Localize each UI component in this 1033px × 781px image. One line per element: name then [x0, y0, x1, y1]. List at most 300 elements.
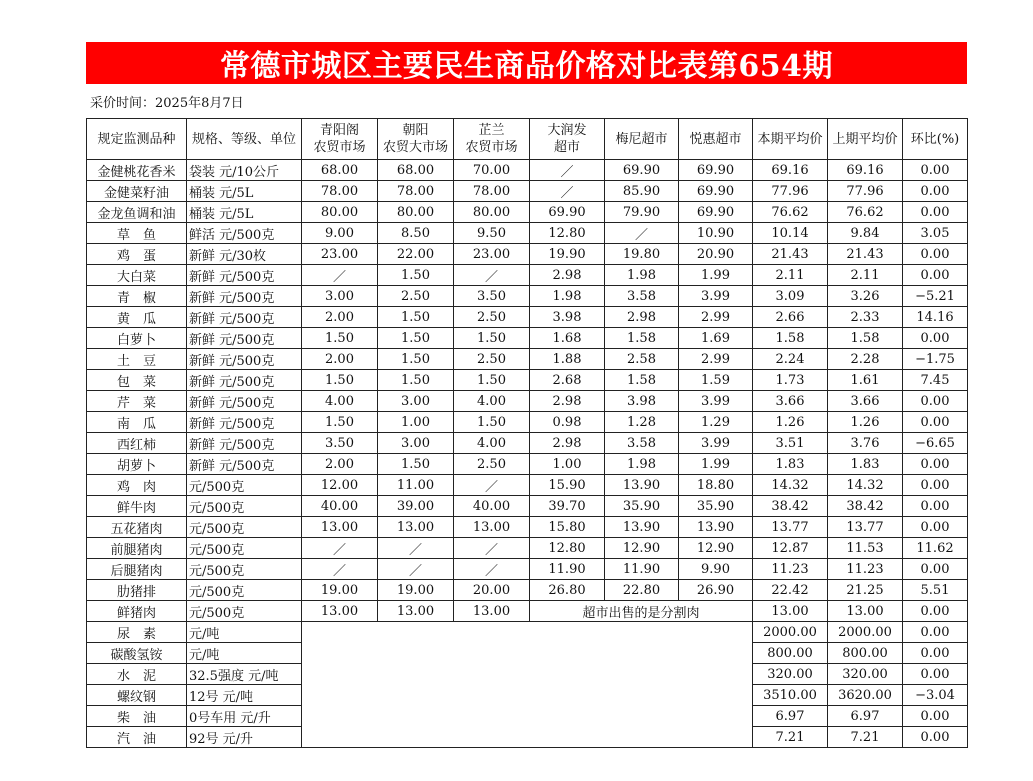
price-cell: 1.59 [679, 370, 753, 391]
price-cell: 80.00 [454, 202, 530, 223]
price-cell: 69.90 [605, 160, 679, 181]
header-qingyangge-l1: 青阳阁 [319, 123, 359, 138]
price-cell: 3.99 [679, 391, 753, 412]
price-cell: 23.00 [302, 244, 378, 265]
item-spec: 元/500克 [187, 475, 302, 496]
price-cell: 19.00 [302, 580, 378, 601]
price-cell: 2.50 [454, 307, 530, 328]
item-name: 鸡 蛋 [87, 244, 187, 265]
change-percent: 0.00 [903, 622, 968, 643]
item-spec: 新鲜 元/500克 [187, 307, 302, 328]
change-percent: 0.00 [903, 454, 968, 475]
item-name: 肋猪排 [87, 580, 187, 601]
price-cell: 1.28 [605, 412, 679, 433]
item-name: 芹 菜 [87, 391, 187, 412]
current-average: 1.26 [753, 412, 828, 433]
price-cell: 2.99 [679, 349, 753, 370]
change-percent: 0.00 [903, 601, 968, 622]
price-cell: 8.50 [378, 223, 454, 244]
price-cell: 85.90 [605, 181, 679, 202]
item-name: 五花猪肉 [87, 517, 187, 538]
previous-average: 3620.00 [828, 685, 903, 706]
change-percent: 0.00 [903, 412, 968, 433]
supermarket-note: 超市出售的是分割肉 [530, 601, 753, 622]
item-name: 汽 油 [87, 727, 187, 748]
price-cell: 2.68 [530, 370, 605, 391]
previous-average: 21.43 [828, 244, 903, 265]
table-row [87, 496, 968, 517]
change-percent: 3.05 [903, 223, 968, 244]
table-row [87, 391, 968, 412]
header-qingyangge-l2: 农贸市场 [313, 140, 366, 155]
price-cell: 1.98 [605, 265, 679, 286]
price-cell: 13.00 [454, 517, 530, 538]
previous-average: 7.21 [828, 727, 903, 748]
current-average: 69.16 [753, 160, 828, 181]
price-cell: 15.80 [530, 517, 605, 538]
change-percent: 0.00 [903, 475, 968, 496]
item-spec: 袋装 元/10公斤 [187, 160, 302, 181]
price-cell: 1.58 [605, 328, 679, 349]
price-cell: 3.50 [454, 286, 530, 307]
header-chaoyang [378, 119, 454, 160]
header-qingyangge [302, 119, 378, 160]
change-percent: 0.00 [903, 244, 968, 265]
price-cell: 3.00 [378, 391, 454, 412]
price-cell: 2.99 [679, 307, 753, 328]
price-cell: 80.00 [302, 202, 378, 223]
price-cell: ／ [530, 181, 605, 202]
change-percent: 0.00 [903, 706, 968, 727]
current-average: 2.11 [753, 265, 828, 286]
empty-block [302, 622, 753, 748]
header-chaoyang-l2: 农贸大市场 [382, 140, 448, 155]
price-table-body [87, 160, 968, 748]
price-table [86, 118, 968, 748]
item-name: 白萝卜 [87, 328, 187, 349]
item-spec: 元/500克 [187, 517, 302, 538]
header-darunfa-l2: 超市 [553, 140, 580, 155]
current-average: 800.00 [753, 643, 828, 664]
item-name: 大白菜 [87, 265, 187, 286]
current-average: 13.77 [753, 517, 828, 538]
price-cell: ／ [378, 538, 454, 559]
price-cell: 19.80 [605, 244, 679, 265]
price-cell: 26.90 [679, 580, 753, 601]
previous-average: 1.26 [828, 412, 903, 433]
table-row [87, 601, 968, 622]
previous-average: 76.62 [828, 202, 903, 223]
item-spec: 新鲜 元/500克 [187, 349, 302, 370]
price-cell: 2.50 [378, 286, 454, 307]
change-percent: 0.00 [903, 517, 968, 538]
change-percent: 0.00 [903, 181, 968, 202]
item-name: 西红柿 [87, 433, 187, 454]
price-cell: 1.99 [679, 454, 753, 475]
price-cell: ／ [302, 538, 378, 559]
item-spec: 元/500克 [187, 538, 302, 559]
price-cell: 13.00 [454, 601, 530, 622]
item-spec: 新鲜 元/500克 [187, 391, 302, 412]
table-row [87, 202, 968, 223]
price-cell: 68.00 [302, 160, 378, 181]
item-spec: 新鲜 元/500克 [187, 265, 302, 286]
price-cell: 0.98 [530, 412, 605, 433]
change-percent: −6.65 [903, 433, 968, 454]
previous-average: 77.96 [828, 181, 903, 202]
price-cell: ／ [454, 475, 530, 496]
item-name: 水 泥 [87, 664, 187, 685]
change-percent: −1.75 [903, 349, 968, 370]
item-name: 青 椒 [87, 286, 187, 307]
current-average: 3510.00 [753, 685, 828, 706]
price-cell: 19.00 [378, 580, 454, 601]
price-cell: 9.90 [679, 559, 753, 580]
price-cell: 1.29 [679, 412, 753, 433]
previous-average: 1.83 [828, 454, 903, 475]
item-name: 金健桃花香米 [87, 160, 187, 181]
price-cell: 78.00 [302, 181, 378, 202]
price-cell: 4.00 [302, 391, 378, 412]
table-row [87, 517, 968, 538]
page-title: 常德市城区主要民生商品价格对比表第654期 [86, 42, 967, 84]
current-average: 77.96 [753, 181, 828, 202]
current-average: 2.66 [753, 307, 828, 328]
item-spec: 新鲜 元/30枚 [187, 244, 302, 265]
price-cell: 1.50 [378, 265, 454, 286]
item-spec: 桶装 元/5L [187, 202, 302, 223]
current-average: 2000.00 [753, 622, 828, 643]
item-name: 草 鱼 [87, 223, 187, 244]
price-cell: 3.00 [302, 286, 378, 307]
price-cell: 12.80 [530, 538, 605, 559]
current-average: 1.58 [753, 328, 828, 349]
price-cell: 1.50 [302, 328, 378, 349]
change-percent: 14.16 [903, 307, 968, 328]
price-cell: 13.00 [378, 517, 454, 538]
price-cell: 1.58 [605, 370, 679, 391]
price-cell: 9.00 [302, 223, 378, 244]
current-average: 320.00 [753, 664, 828, 685]
table-row [87, 475, 968, 496]
price-cell: ／ [378, 559, 454, 580]
change-percent: −5.21 [903, 286, 968, 307]
price-cell: 18.80 [679, 475, 753, 496]
previous-average: 11.53 [828, 538, 903, 559]
price-cell: 69.90 [679, 181, 753, 202]
price-cell: 69.90 [530, 202, 605, 223]
price-cell: 1.88 [530, 349, 605, 370]
change-percent: −3.04 [903, 685, 968, 706]
previous-average: 2.33 [828, 307, 903, 328]
price-cell: 2.50 [454, 454, 530, 475]
price-cell: 3.99 [679, 286, 753, 307]
current-average: 3.09 [753, 286, 828, 307]
item-name: 鸡 肉 [87, 475, 187, 496]
price-cell: ／ [302, 265, 378, 286]
collect-date: 采价时间：2025年8月7日 [90, 96, 244, 111]
price-cell: 4.00 [454, 433, 530, 454]
current-average: 3.66 [753, 391, 828, 412]
item-name: 包 菜 [87, 370, 187, 391]
price-cell: 1.50 [302, 370, 378, 391]
price-cell: 13.00 [378, 601, 454, 622]
item-spec: 0号车用 元/升 [187, 706, 302, 727]
header-spec: 规格、等级、单位 [187, 119, 302, 160]
table-row [87, 433, 968, 454]
price-cell: 1.98 [530, 286, 605, 307]
price-cell: 68.00 [378, 160, 454, 181]
price-cell: 11.90 [605, 559, 679, 580]
header-darunfa [530, 119, 605, 160]
current-average: 11.23 [753, 559, 828, 580]
price-cell: 1.50 [302, 412, 378, 433]
previous-average: 13.77 [828, 517, 903, 538]
price-cell: 12.00 [302, 475, 378, 496]
current-average: 10.14 [753, 223, 828, 244]
price-cell: 13.00 [302, 517, 378, 538]
price-cell: 3.98 [530, 307, 605, 328]
current-average: 7.21 [753, 727, 828, 748]
price-cell: 20.90 [679, 244, 753, 265]
previous-average: 2.11 [828, 265, 903, 286]
price-cell: 1.69 [679, 328, 753, 349]
price-cell: 3.58 [605, 286, 679, 307]
header-zhilan [454, 119, 530, 160]
header-chaoyang-l1: 朝阳 [402, 123, 429, 138]
price-cell: ／ [530, 160, 605, 181]
price-cell: 40.00 [454, 496, 530, 517]
price-cell: 20.00 [454, 580, 530, 601]
price-cell: 1.99 [679, 265, 753, 286]
price-cell: 22.80 [605, 580, 679, 601]
price-cell: 2.58 [605, 349, 679, 370]
header-name: 规定监测品种 [87, 119, 187, 160]
item-spec: 新鲜 元/500克 [187, 433, 302, 454]
table-row [87, 580, 968, 601]
item-name: 后腿猪肉 [87, 559, 187, 580]
current-average: 2.24 [753, 349, 828, 370]
price-cell: 35.90 [679, 496, 753, 517]
header-yuehui: 悦惠超市 [679, 119, 753, 160]
price-cell: ／ [605, 223, 679, 244]
price-cell: 1.00 [378, 412, 454, 433]
change-percent: 5.51 [903, 580, 968, 601]
price-cell: 1.00 [530, 454, 605, 475]
current-average: 21.43 [753, 244, 828, 265]
current-average: 3.51 [753, 433, 828, 454]
price-cell: 15.90 [530, 475, 605, 496]
table-row [87, 244, 968, 265]
change-percent: 0.00 [903, 391, 968, 412]
change-percent: 11.62 [903, 538, 968, 559]
header-row [87, 119, 968, 160]
previous-average: 69.16 [828, 160, 903, 181]
previous-average: 1.58 [828, 328, 903, 349]
price-cell: 1.50 [454, 412, 530, 433]
item-spec: 桶装 元/5L [187, 181, 302, 202]
price-cell: 13.90 [679, 517, 753, 538]
change-percent: 0.00 [903, 328, 968, 349]
price-cell: 19.90 [530, 244, 605, 265]
item-name: 南 瓜 [87, 412, 187, 433]
price-cell: 3.00 [378, 433, 454, 454]
price-cell: 1.50 [454, 370, 530, 391]
table-row [87, 223, 968, 244]
price-cell: 2.50 [454, 349, 530, 370]
price-cell: 4.00 [454, 391, 530, 412]
price-cell: ／ [454, 538, 530, 559]
price-cell: ／ [454, 265, 530, 286]
price-cell: 1.68 [530, 328, 605, 349]
item-spec: 新鲜 元/500克 [187, 412, 302, 433]
header-darunfa-l1: 大润发 [547, 123, 587, 138]
previous-average: 11.23 [828, 559, 903, 580]
previous-average: 38.42 [828, 496, 903, 517]
item-name: 鲜猪肉 [87, 601, 187, 622]
item-spec: 元/500克 [187, 580, 302, 601]
price-cell: 1.50 [378, 307, 454, 328]
price-cell: 1.50 [378, 370, 454, 391]
item-name: 柴 油 [87, 706, 187, 727]
change-percent: 0.00 [903, 559, 968, 580]
table-row [87, 286, 968, 307]
item-name: 前腿猪肉 [87, 538, 187, 559]
price-cell: 78.00 [378, 181, 454, 202]
item-name: 金健菜籽油 [87, 181, 187, 202]
price-cell: ／ [454, 559, 530, 580]
price-cell: 13.90 [605, 475, 679, 496]
change-percent: 0.00 [903, 727, 968, 748]
previous-average: 2000.00 [828, 622, 903, 643]
current-average: 22.42 [753, 580, 828, 601]
item-spec: 元/500克 [187, 559, 302, 580]
price-cell: ／ [302, 559, 378, 580]
table-row [87, 265, 968, 286]
price-cell: 2.00 [302, 349, 378, 370]
change-percent: 7.45 [903, 370, 968, 391]
price-cell: 79.90 [605, 202, 679, 223]
header-meini: 梅尼超市 [605, 119, 679, 160]
current-average: 14.32 [753, 475, 828, 496]
table-row [87, 328, 968, 349]
item-name: 尿 素 [87, 622, 187, 643]
price-cell: 69.90 [679, 202, 753, 223]
price-cell: 13.00 [302, 601, 378, 622]
current-average: 6.97 [753, 706, 828, 727]
table-row [87, 559, 968, 580]
item-spec: 元/吨 [187, 622, 302, 643]
item-name: 鲜牛肉 [87, 496, 187, 517]
price-cell: 78.00 [454, 181, 530, 202]
item-name: 金龙鱼调和油 [87, 202, 187, 223]
price-cell: 1.50 [378, 349, 454, 370]
header-prev-avg: 上期平均价 [828, 119, 903, 160]
price-cell: 12.90 [605, 538, 679, 559]
current-average: 12.87 [753, 538, 828, 559]
price-cell: 2.00 [302, 307, 378, 328]
change-percent: 0.00 [903, 160, 968, 181]
item-spec: 新鲜 元/500克 [187, 328, 302, 349]
price-cell: 70.00 [454, 160, 530, 181]
item-spec: 元/500克 [187, 496, 302, 517]
price-cell: 12.90 [679, 538, 753, 559]
change-percent: 0.00 [903, 643, 968, 664]
change-percent: 0.00 [903, 664, 968, 685]
price-cell: 10.90 [679, 223, 753, 244]
table-row [87, 307, 968, 328]
price-cell: 39.70 [530, 496, 605, 517]
item-spec: 32.5强度 元/吨 [187, 664, 302, 685]
item-name: 土 豆 [87, 349, 187, 370]
price-cell: 3.58 [605, 433, 679, 454]
price-cell: 2.98 [605, 307, 679, 328]
table-row [87, 412, 968, 433]
item-spec: 元/吨 [187, 643, 302, 664]
price-cell: 2.98 [530, 391, 605, 412]
price-cell: 1.50 [378, 328, 454, 349]
price-cell: 2.98 [530, 433, 605, 454]
price-cell: 39.00 [378, 496, 454, 517]
header-zhilan-l2: 农贸市场 [465, 140, 518, 155]
price-cell: 80.00 [378, 202, 454, 223]
previous-average: 3.76 [828, 433, 903, 454]
table-row [87, 349, 968, 370]
table-row [87, 622, 968, 643]
current-average: 76.62 [753, 202, 828, 223]
table-row [87, 538, 968, 559]
price-cell: 12.80 [530, 223, 605, 244]
header-change: 环比(%) [903, 119, 968, 160]
price-cell: 3.50 [302, 433, 378, 454]
previous-average: 9.84 [828, 223, 903, 244]
price-cell: 1.50 [454, 328, 530, 349]
price-cell: 11.90 [530, 559, 605, 580]
item-spec: 元/500克 [187, 601, 302, 622]
item-name: 碳酸氢铵 [87, 643, 187, 664]
change-percent: 0.00 [903, 496, 968, 517]
header-zhilan-l1: 芷兰 [478, 123, 505, 138]
table-row [87, 160, 968, 181]
price-cell: 11.00 [378, 475, 454, 496]
price-cell: 13.90 [605, 517, 679, 538]
item-name: 胡萝卜 [87, 454, 187, 475]
table-row [87, 181, 968, 202]
price-cell: 2.00 [302, 454, 378, 475]
item-spec: 12号 元/吨 [187, 685, 302, 706]
previous-average: 13.00 [828, 601, 903, 622]
previous-average: 2.28 [828, 349, 903, 370]
price-cell: 35.90 [605, 496, 679, 517]
previous-average: 21.25 [828, 580, 903, 601]
price-cell: 1.50 [378, 454, 454, 475]
price-cell: 3.98 [605, 391, 679, 412]
item-name: 黄 瓜 [87, 307, 187, 328]
item-name: 螺纹钢 [87, 685, 187, 706]
price-cell: 3.99 [679, 433, 753, 454]
previous-average: 1.61 [828, 370, 903, 391]
current-average: 1.73 [753, 370, 828, 391]
item-spec: 新鲜 元/500克 [187, 286, 302, 307]
item-spec: 新鲜 元/500克 [187, 370, 302, 391]
previous-average: 6.97 [828, 706, 903, 727]
item-spec: 鲜活 元/500克 [187, 223, 302, 244]
item-spec: 92号 元/升 [187, 727, 302, 748]
price-cell: 40.00 [302, 496, 378, 517]
previous-average: 320.00 [828, 664, 903, 685]
price-cell: 23.00 [454, 244, 530, 265]
change-percent: 0.00 [903, 265, 968, 286]
